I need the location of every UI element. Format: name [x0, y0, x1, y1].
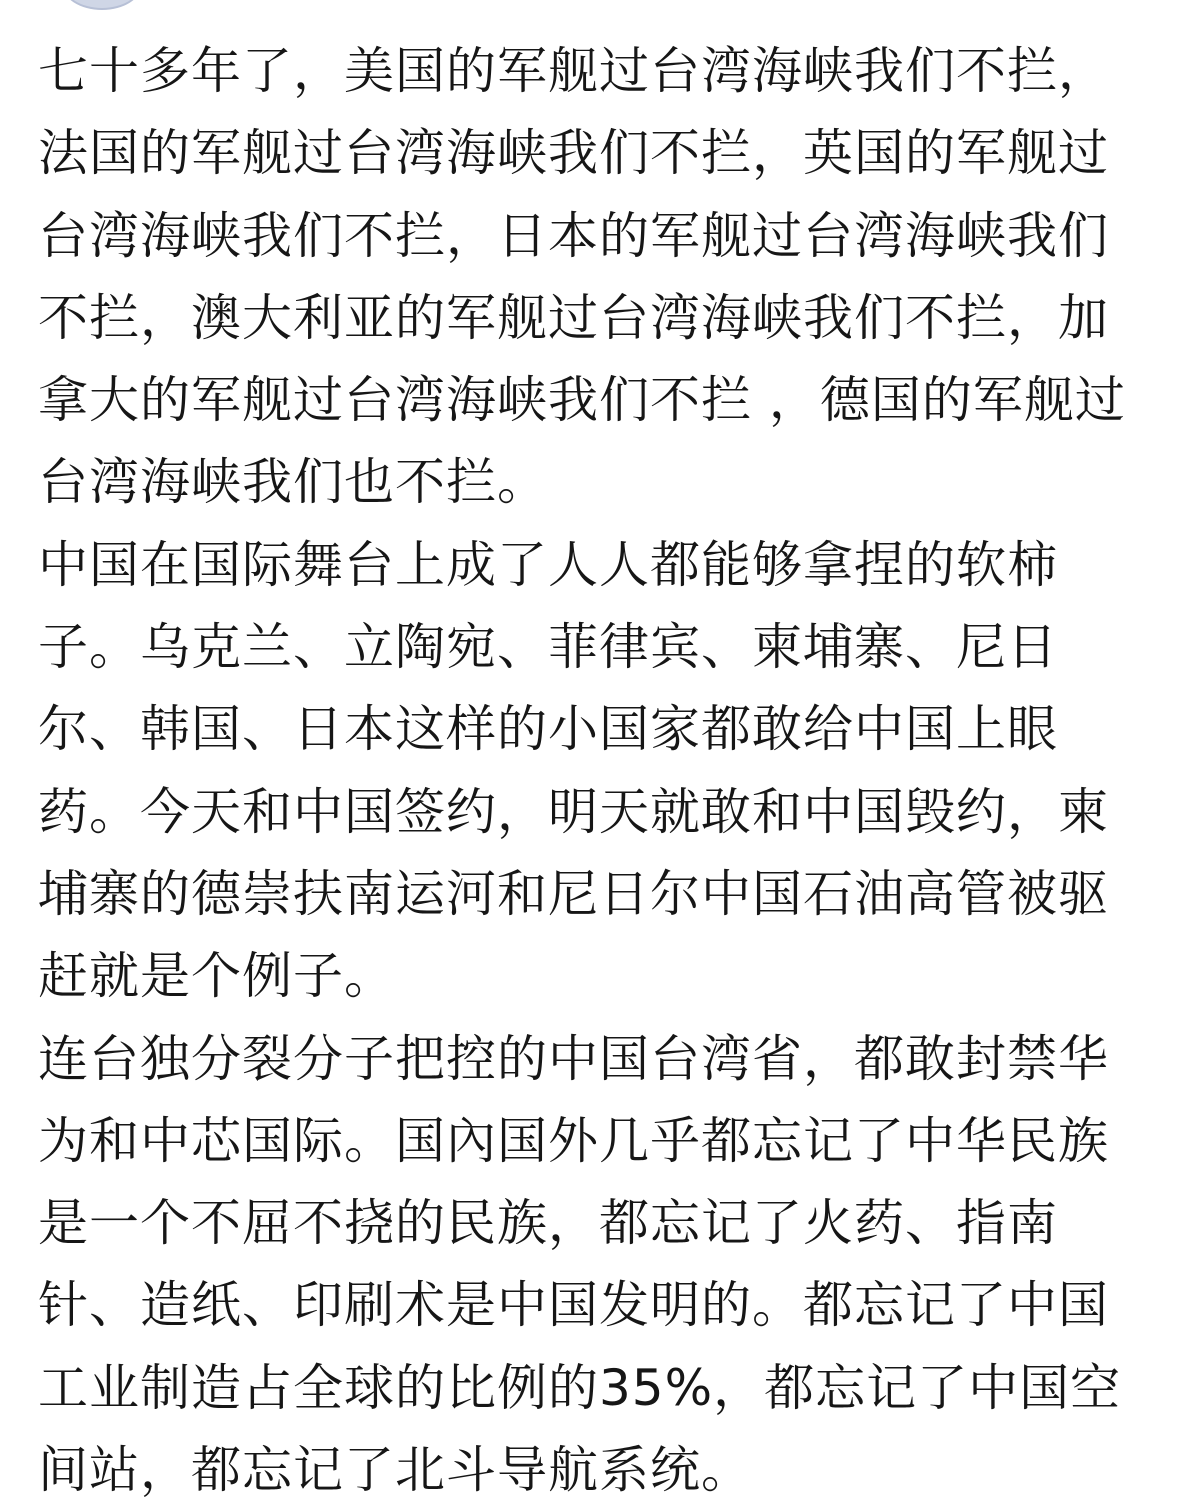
text-line: 间站，都忘记了北斗导航系统。 — [38, 1441, 752, 1500]
text-line: 药。今天和中国签约，明天就敢和中国毁约，柬 — [38, 782, 1109, 841]
text-line: 埔寨的德崇扶南运河和尼日尔中国石油高管被驱 — [38, 864, 1109, 923]
text-line: 台湾海峡我们也不拦。 — [38, 453, 548, 512]
text-line: 七十多年了，美国的军舰过台湾海峡我们不拦， — [38, 42, 1109, 100]
text-line: 赶就是个例子。 — [38, 947, 395, 1006]
post-text — [38, 30, 1164, 1511]
text-line: 台湾海峡我们不拦，日本的军舰过台湾海峡我们 — [38, 206, 1109, 265]
text-line: 中国在国际舞台上成了人人都能够拿捏的软柿 — [38, 535, 1058, 594]
text-line: 工业制造占全球的比例的35%，都忘记了中国空 — [38, 1358, 1122, 1417]
text-line: 针、造纸、印刷术是中国发明的。都忘记了中国 — [38, 1276, 1109, 1335]
text-line: 为和中芯国际。国內国外几乎都忘记了中华民族 — [38, 1111, 1109, 1170]
text-line: 拿大的军舰过台湾海峡我们不拦 ，德国的军舰过 — [38, 371, 1126, 430]
text-line: 尔、韩国、日本这样的小国家都敢给中国上眼 — [38, 700, 1058, 759]
text-line: 是一个不屈不挠的民族，都忘记了火药、指南 — [38, 1194, 1058, 1253]
text-line: 不拦，澳大利亚的军舰过台湾海峡我们不拦，加 — [38, 288, 1109, 347]
text-line: 连台独分裂分子把控的中国台湾省，都敢封禁华 — [38, 1029, 1109, 1088]
text-line: 法国的军舰过台湾海峡我们不拦，英国的军舰过 — [38, 124, 1109, 183]
avatar[interactable] — [62, 0, 142, 10]
text-line: 子。乌克兰、立陶宛、菲律宾、柬埔寨、尼日 — [38, 618, 1058, 677]
